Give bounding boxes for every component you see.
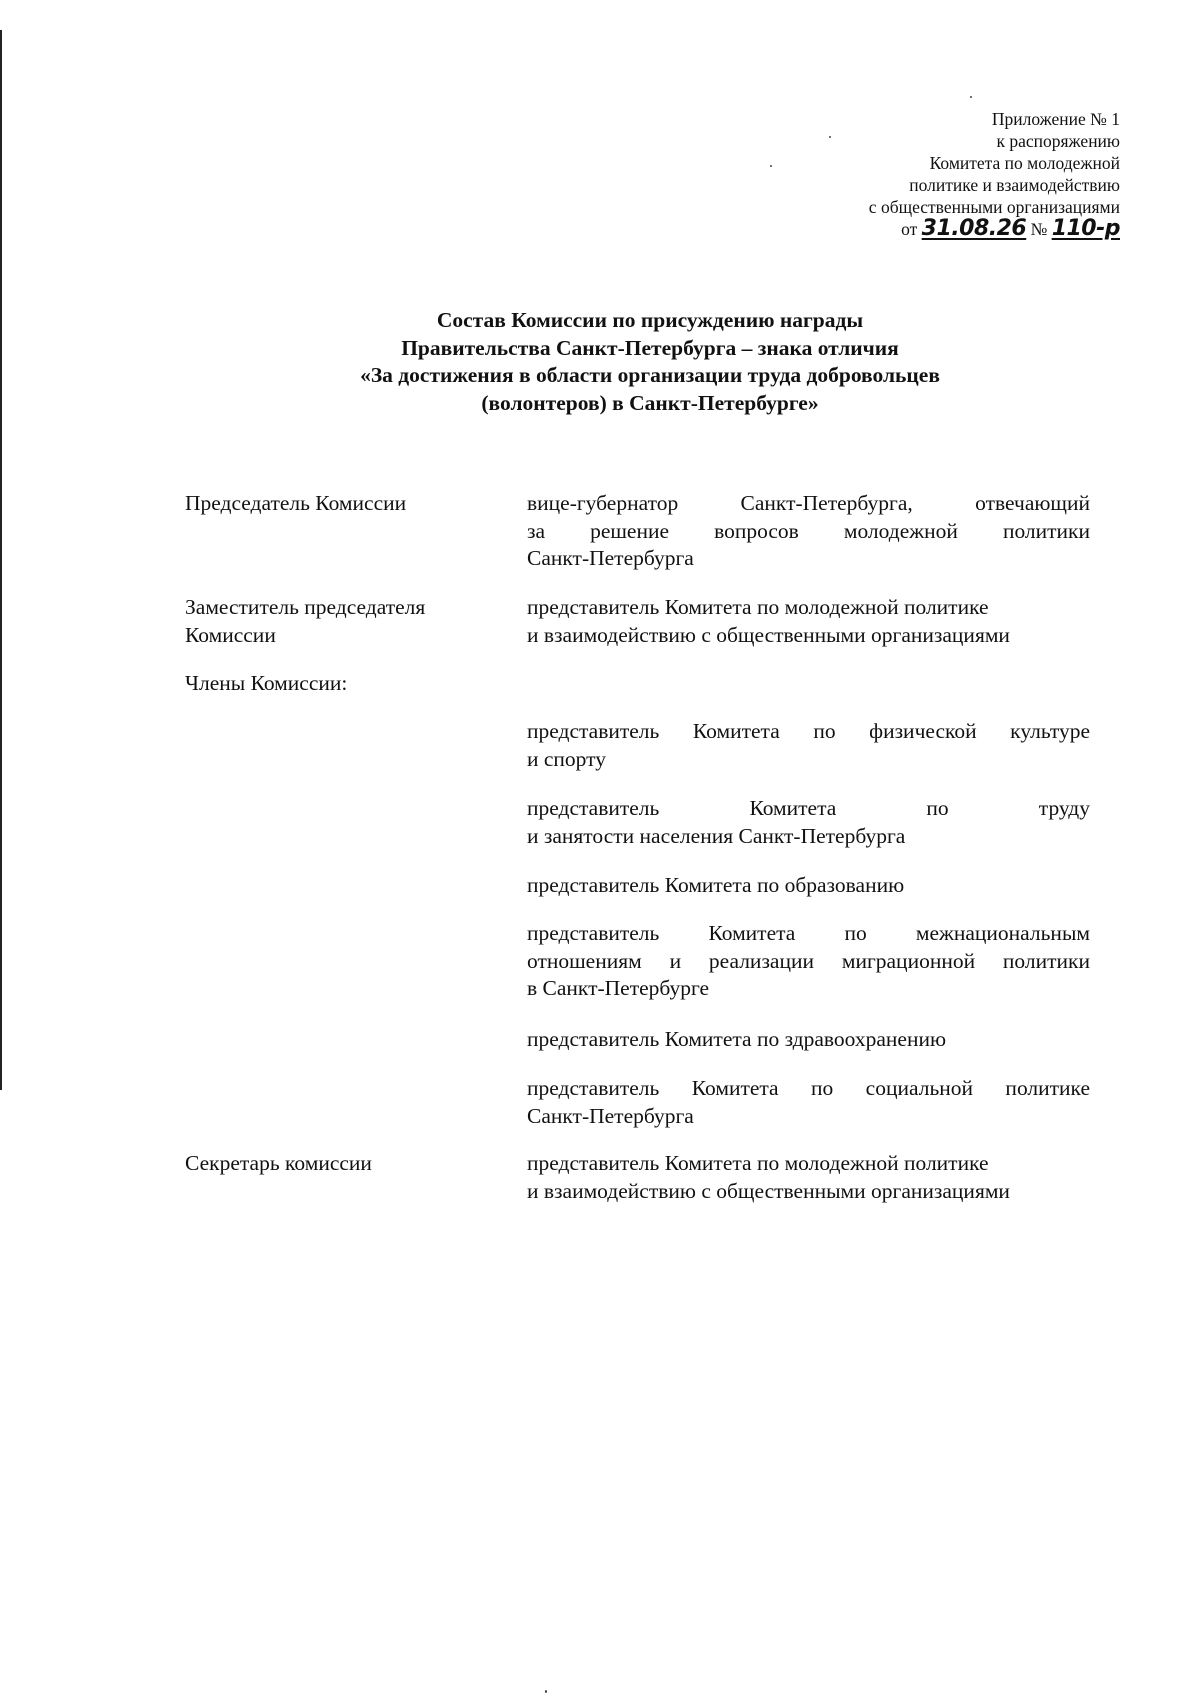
desc-line: представитель Комитета по здравоохранению	[527, 1027, 947, 1051]
desc-line: представитель Комитета по межнациональным	[527, 921, 1090, 945]
desc-line: и спорту	[527, 746, 607, 771]
desc-line: за решение вопросов молодежной политики	[527, 518, 1090, 543]
document-title	[190, 307, 1110, 417]
appendix-line: Комитета по молодежной	[929, 153, 1120, 173]
scan-speck	[545, 1690, 547, 1693]
number-prefix: №	[1030, 219, 1048, 239]
desc-line: представитель Комитета по физической культуре	[527, 719, 1090, 743]
desc-line: представитель Комитета по социальной политике	[527, 1076, 1090, 1100]
role-description	[527, 1150, 1090, 1205]
role-description	[527, 490, 1090, 573]
role-description	[527, 1075, 1090, 1130]
desc-line: представитель Комитета по молодежной политике	[527, 595, 989, 619]
title-line: (волонтеров) в Санкт-Петербурге»	[481, 390, 819, 415]
role-description	[527, 1026, 1090, 1054]
desc-line: представитель Комитета по труду	[527, 796, 1090, 820]
role-description	[527, 872, 1090, 900]
role-description	[527, 795, 1090, 850]
role-description	[527, 594, 1090, 649]
role-label	[185, 594, 505, 649]
desc-line: в Санкт-Петербурге	[527, 976, 710, 1000]
desc-line: отношениям и реализации миграционной политики	[527, 948, 1090, 973]
desc-line: вице-губернатор Санкт-Петербурга, отвечающий	[527, 491, 1090, 515]
desc-line: Санкт-Петербурга	[527, 1103, 694, 1128]
handwritten-number: 110-р	[1051, 216, 1120, 241]
appendix-line: к распоряжению	[996, 131, 1120, 151]
title-line: Состав Комиссии по присуждению награды	[436, 308, 864, 332]
appendix-date-line	[869, 218, 1120, 240]
appendix-line: политике и взаимодействию	[909, 175, 1120, 195]
role-label: Члены Комиссии:	[185, 671, 348, 695]
title-line: Правительства Санкт-Петербурга – знака отличия	[401, 335, 899, 360]
role-line: Комиссии	[185, 622, 276, 647]
scan-speck	[829, 136, 831, 138]
date-prefix: от	[901, 219, 918, 239]
appendix-line: с общественными организациями	[868, 197, 1120, 217]
appendix-line: Приложение № 1	[991, 109, 1120, 129]
role-description	[527, 920, 1090, 1003]
scan-speck	[770, 165, 772, 167]
desc-line: и взаимодействию с общественными организациями	[527, 622, 1010, 647]
role-label: Секретарь комиссии	[185, 1151, 372, 1175]
desc-line: Санкт-Петербурга	[527, 546, 694, 570]
scan-speck	[970, 96, 972, 98]
title-line: «За достижения в области организации труда добровольцев	[360, 363, 940, 387]
desc-line: представитель Комитета по молодежной политике	[527, 1151, 989, 1175]
appendix-header	[869, 108, 1120, 240]
desc-line: и занятости населения Санкт-Петербурга	[527, 823, 906, 848]
desc-line: и взаимодействию с общественными организациями	[527, 1178, 1010, 1203]
role-label: Председатель Комиссии	[185, 491, 407, 515]
handwritten-date: 31.08.26	[921, 216, 1027, 241]
desc-line: представитель Комитета по образованию	[527, 873, 905, 897]
scan-edge-line	[0, 30, 2, 1090]
role-description	[527, 718, 1090, 773]
role-line: Заместитель председателя	[185, 595, 426, 619]
